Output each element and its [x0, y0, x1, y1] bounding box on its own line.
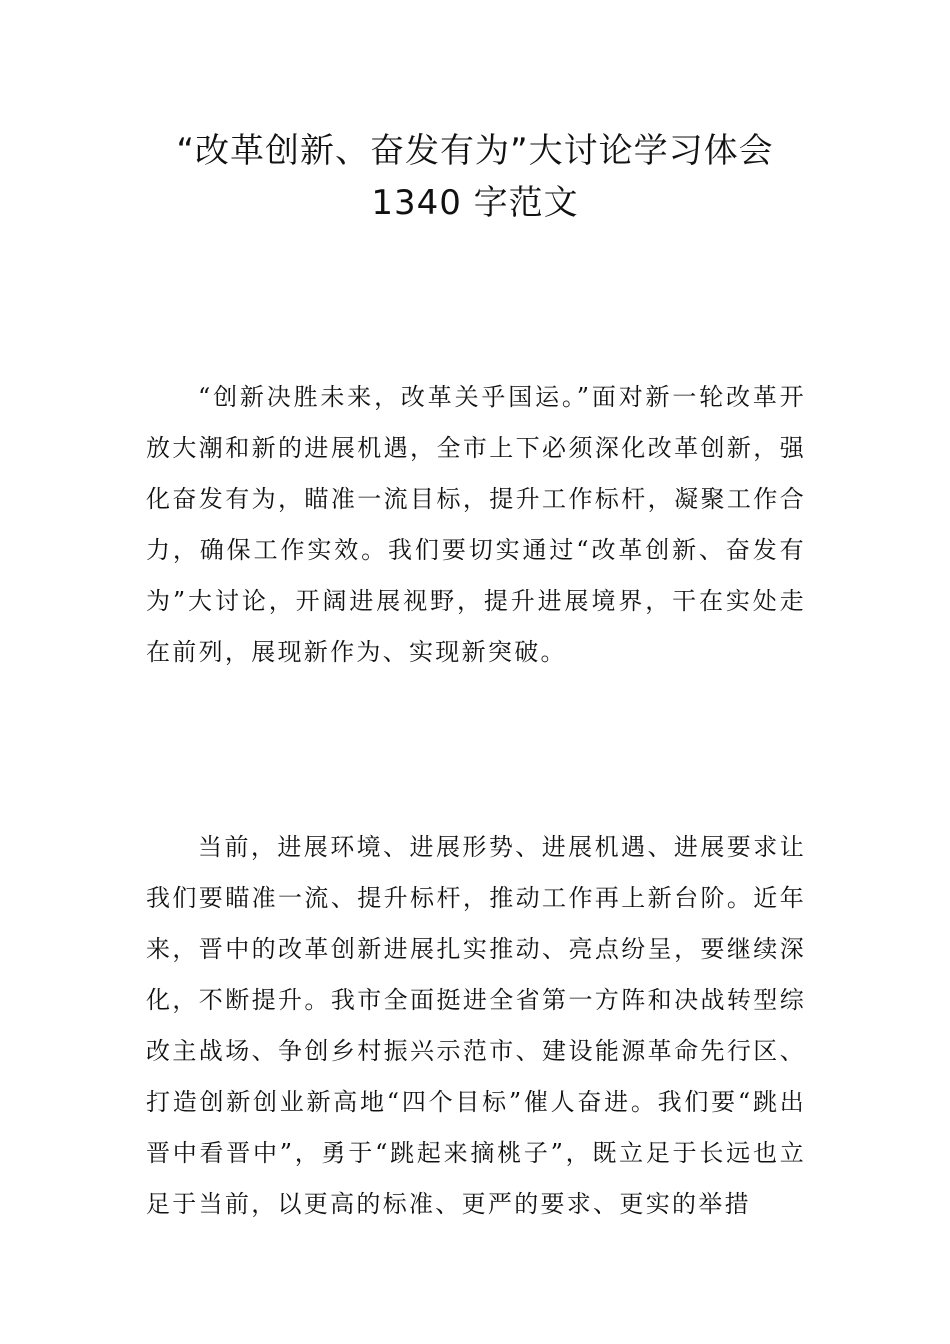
document-title — [0, 126, 950, 228]
paragraph-2: 当前，进展环境、进展形势、进展机遇、进展要求让我们要瞄准一流、提升标杆，推动工作再上新台阶。近年来，晋中的改革创新进展扎实推动、亮点纷呈，要继续深化，不断提升。我市全面挺进全省第一方阵和决战转型综改主战场、争创乡村振兴示范市、建设能源革命先行区、打造创新创业新高地“四个目标”催人奋进。我们要“跳出晋中看晋中”，勇于“跳起来摘桃子”，既立足于长远也立足于当前，以更高的标准、更严的要求、更实的举措 — [146, 833, 806, 1218]
title-line-1: “改革创新、奋发有为”大讨论学习体会 — [176, 131, 774, 171]
paragraph-1: “创新决胜未来，改革关乎国运。”面对新一轮改革开放大潮和新的进展机遇，全市上下必须深化改革创新，强化奋发有为，瞄准一流目标，提升工作标杆，凝聚工作合力，确保工作实效。我们要切实通过“改革创新、奋发有为”大讨论，开阔进展视野，提升进展境界，干在实处走在前列，展现新作为、实现新突破。 — [146, 383, 806, 666]
title-line-2: 1340 字范文 — [371, 183, 579, 223]
